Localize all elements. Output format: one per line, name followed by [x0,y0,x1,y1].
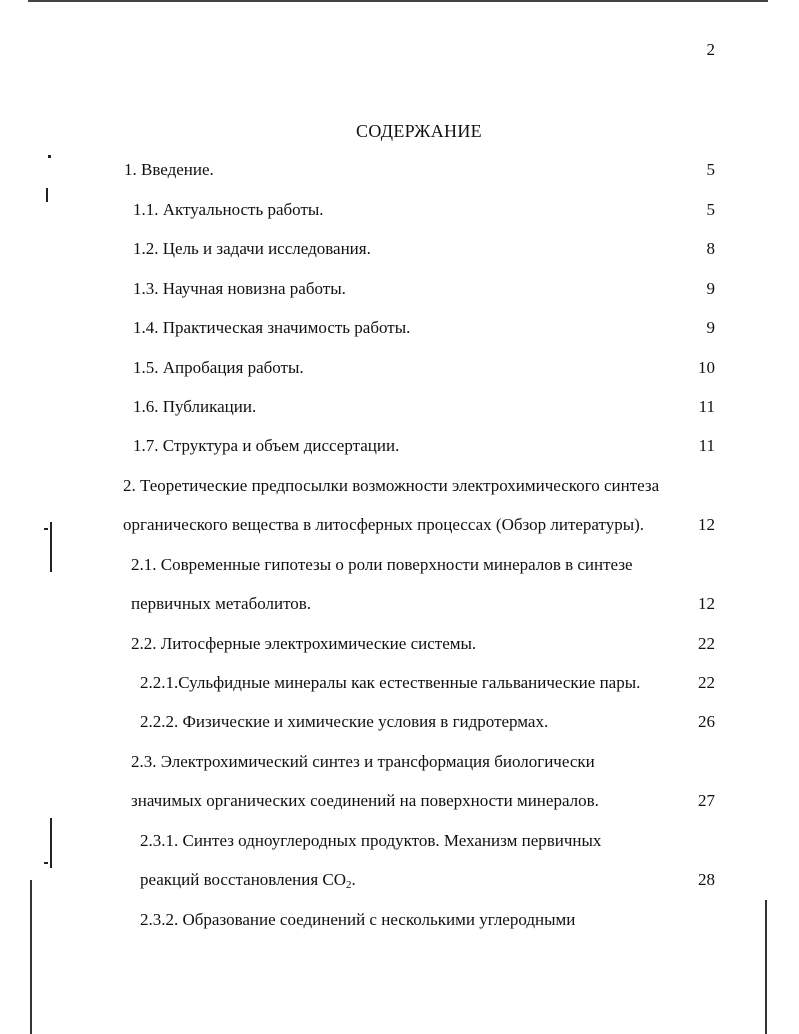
scan-border-top [28,0,768,2]
toc-entry-page: 12 [698,515,715,534]
toc-entry-label: 1.2. Цель и задачи исследования. [133,239,371,258]
toc-entry-page: 26 [698,712,715,731]
toc-entry [0,395,799,419]
toc-entry-label: 1.6. Публикации. [133,397,257,416]
toc-entry-page: 22 [698,673,715,692]
toc-entry-label: первичных метаболитов. [131,594,312,613]
toc-entry-page: 11 [698,436,715,455]
toc-entry-page: 5 [706,160,715,179]
scan-speck [44,862,48,864]
toc-entry [0,474,799,498]
toc-entry-label: 2.3.1. Синтез одноуглеродных продуктов. Механизм первичных [140,831,602,850]
subscript-2: 2 [346,879,352,891]
toc-entry [0,750,799,774]
toc-entry [0,710,799,734]
toc-entry [0,829,799,853]
toc-entry-label: 1.5. Апробация работы. [133,358,304,377]
toc-entry-label: 2.1. Современные гипотезы о роли поверхности минералов в синтезе [131,555,633,574]
toc-entry [0,908,799,932]
page-number: 2 [706,40,715,59]
toc-entry [0,868,799,892]
toc-entry-page: 22 [698,634,715,653]
toc-entry-label: значимых органических соединений на поверхности минералов. [131,791,599,810]
toc-entry-page: 28 [698,870,715,889]
toc-entry [0,198,799,222]
toc-entry-page: 9 [706,279,715,298]
toc-entry [0,277,799,301]
toc-entry [0,356,799,380]
scan-border-left [30,880,32,1034]
toc-entry [0,158,799,182]
toc-entry-label: 1.4. Практическая значимость работы. [133,318,411,337]
toc-entry [0,316,799,340]
toc-entry-label: 2.2. Литосферные электрохимические системы. [131,634,477,653]
toc-entry [0,434,799,458]
toc-entry [0,237,799,261]
toc-entry-label: 2.2.1.Сульфидные минералы как естественные гальванические пары. [140,673,641,692]
toc-entry-label: 2.3.2. Образование соединений с несколькими углеродными [140,910,576,929]
toc-entry-label: 1.1. Актуальность работы. [133,200,324,219]
toc-entry-page: 12 [698,594,715,613]
toc-entry-label: 2. Теоретические предпосылки возможности электрохимического синтеза [123,476,660,495]
toc-entry-label: 1.3. Научная новизна работы. [133,279,346,298]
toc-entry-page: 11 [698,397,715,416]
toc-entry [0,789,799,813]
toc-entry-page: 10 [698,358,715,377]
toc-entry-label: органического вещества в литосферных процессах (Обзор литературы). [123,515,645,534]
toc-entry-label: 2.2.2. Физические и химические условия в гидротермах. [140,712,549,731]
toc-entry [0,513,799,537]
page-title: СОДЕРЖАНИЕ [356,121,482,141]
toc-entry [0,671,799,695]
toc-entry-page: 5 [706,200,715,219]
toc-entry-page: 9 [706,318,715,337]
toc-entry-label: 2.3. Электрохимический синтез и трансформация биологически [131,752,595,771]
toc-entry-label: 1. Введение. [124,160,214,179]
toc-entry [0,553,799,577]
toc-entry-page: 27 [698,791,715,810]
toc-entry-label: 1.7. Структура и объем диссертации. [133,436,400,455]
toc-entry [0,632,799,656]
toc-entry-page: 8 [706,239,715,258]
toc-entry [0,592,799,616]
toc-entry-label: реакций восстановления $CO_2$. [140,870,356,891]
